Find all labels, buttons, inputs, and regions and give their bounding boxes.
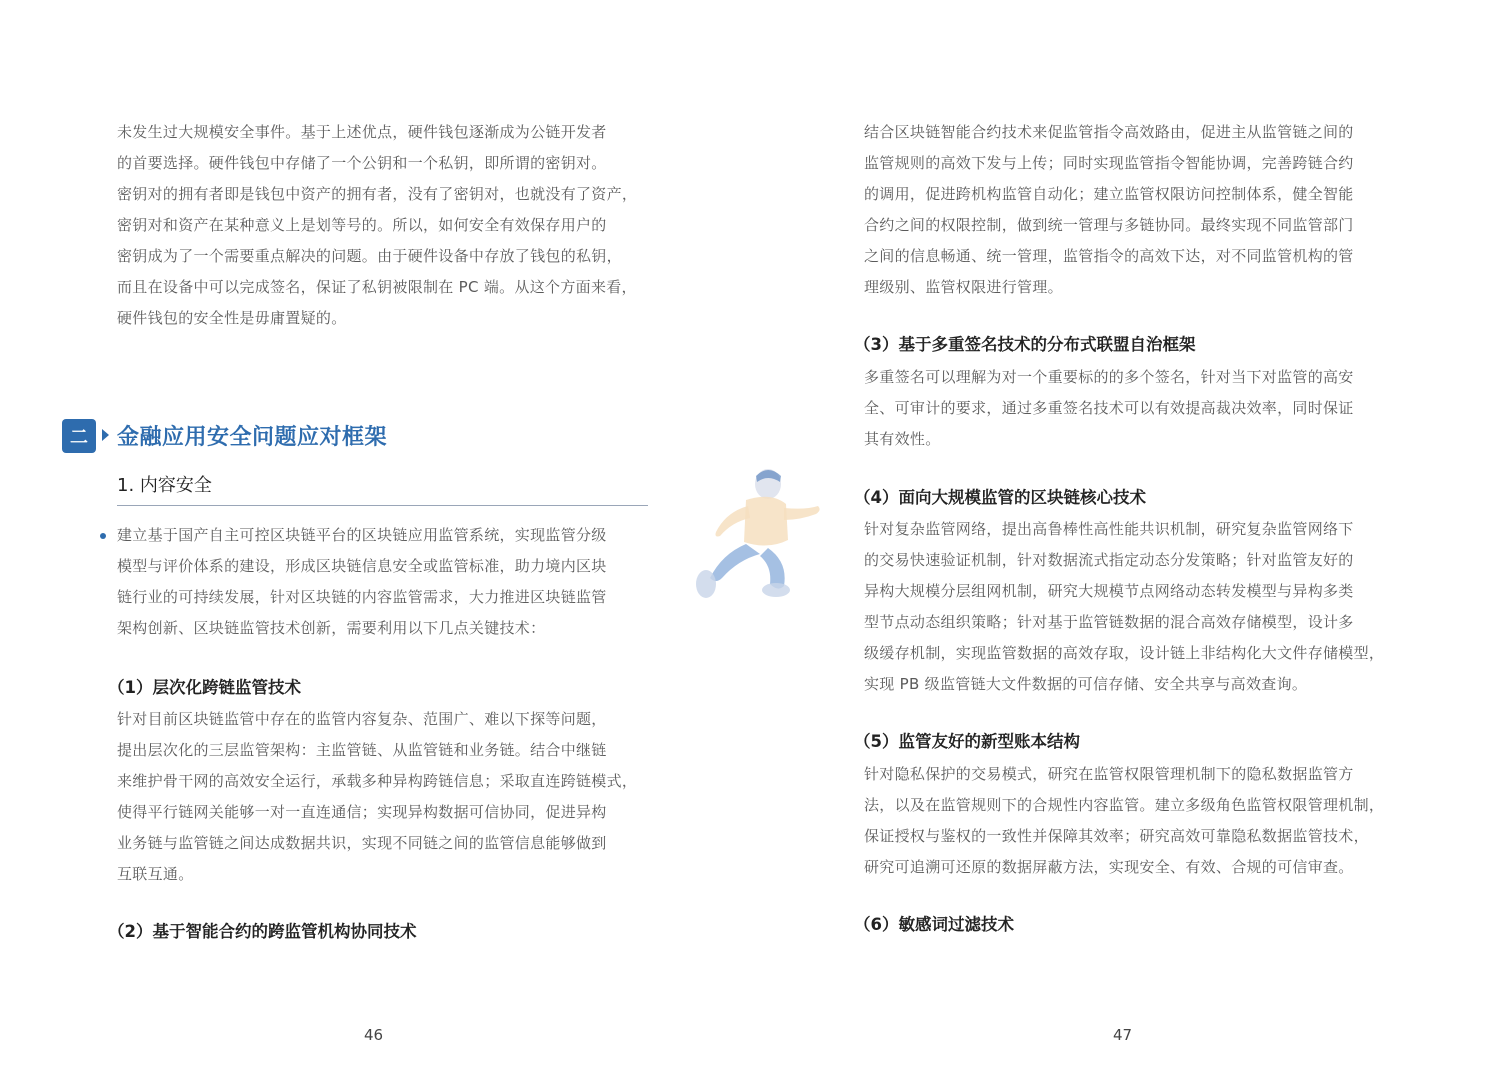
text-line: 来维护骨干网的高效安全运行，承载多种异构跨链信息；采取直连跨链模式， — [117, 772, 638, 790]
text-line: 使得平行链网关能够一对一直连通信；实现异构数据可信协同，促进异构 — [117, 803, 607, 821]
section-title: 金融应用安全问题应对框架 — [117, 425, 388, 450]
text-line: 针对目前区块链监管中存在的监管内容复杂、范围广、难以下探等问题， — [117, 710, 607, 728]
text-line: 全、可审计的要求，通过多重签名技术可以有效提高裁决效率，同时保证 — [864, 399, 1354, 417]
intro-paragraph — [117, 117, 648, 334]
text-line: 法，以及在监管规则下的合规性内容监管。建立多级角色监管权限管理机制， — [864, 796, 1385, 814]
text-line: 的首要选择。硬件钱包中存储了一个公钥和一个私钥，即所谓的密钥对。 — [117, 154, 607, 172]
text-line: 合约之间的权限控制，做到统一管理与多链协同。最终实现不同监管部门 — [864, 216, 1354, 234]
text-line: 针对隐私保护的交易模式，研究在监管权限管理机制下的隐私数据监管方 — [864, 765, 1354, 783]
text-line: 多重签名可以理解为对一个重要标的的多个签名，针对当下对监管的高安 — [864, 368, 1354, 386]
text-line: 研究可追溯可还原的数据屏蔽方法，实现安全、有效、合规的可信审查。 — [864, 858, 1354, 876]
text-line: 理级别、监管权限进行管理。 — [864, 278, 1063, 296]
text-line: 其有效性。 — [864, 430, 941, 448]
subsection-title: 1. 内容安全 — [117, 475, 212, 496]
section-number-badge: 二 — [62, 419, 96, 453]
text-line: 硬件钱包的安全性是毋庸置疑的。 — [117, 309, 347, 327]
text-line: 架构创新、区块链监管技术创新，需要利用以下几点关键技术： — [117, 619, 546, 637]
text-line: 业务链与监管链之间达成数据共识，实现不同链之间的监管信息能够做到 — [117, 834, 607, 852]
item-paragraph-5 — [864, 759, 1395, 883]
text-line: 而且在设备中可以完成签名，保证了私钥被限制在 PC 端。从这个方面来看， — [117, 278, 637, 296]
text-line: 互联互通。 — [117, 865, 194, 883]
text-line: 密钥对的拥有者即是钱包中资产的拥有者，没有了密钥对，也就没有了资产， — [117, 185, 638, 203]
text-line: 实现 PB 级监管链大文件数据的可信存储、安全共享与高效查询。 — [864, 675, 1308, 693]
text-line: 级缓存机制，实现监管数据的高效存取，设计链上非结构化大文件存储模型， — [864, 644, 1385, 662]
bullet-dot-icon — [100, 533, 106, 539]
page-number: 47 — [1113, 1026, 1133, 1044]
text-line: 监管规则的高效下发与上传；同时实现监管指令智能协调，完善跨链合约 — [864, 154, 1354, 172]
item-heading-1: （1）层次化跨链监管技术 — [108, 678, 301, 697]
text-line: 异构大规模分层组网机制，研究大规模节点网络动态转发模型与异构多类 — [864, 582, 1354, 600]
item-paragraph-4 — [864, 514, 1395, 700]
text-line: 密钥成为了一个需要重点解决的问题。由于硬件设备中存放了钱包的私钥， — [117, 247, 622, 265]
item-heading-4: （4）面向大规模监管的区块链核心技术 — [854, 488, 1146, 507]
item-heading-3: （3）基于多重签名技术的分布式联盟自治框架 — [854, 335, 1196, 354]
figure-shoe-left — [696, 570, 716, 598]
text-line: 型节点动态组织策略；针对基于监管链数据的混合高效存储模型，设计多 — [864, 613, 1354, 631]
text-line: 的交易快速验证机制，针对数据流式指定动态分发策略；针对监管友好的 — [864, 551, 1354, 569]
text-line: 针对复杂监管网络，提出高鲁棒性高性能共识机制，研究复杂监管网络下 — [864, 520, 1354, 538]
text-line: 提出层次化的三层监管架构：主监管链、从监管链和业务链。结合中继链 — [117, 741, 607, 759]
subsection-divider — [117, 505, 648, 506]
item-heading-6: （6）敏感词过滤技术 — [854, 915, 1014, 934]
page-number: 46 — [364, 1026, 384, 1044]
text-line: 保证授权与鉴权的一致性并保障其效率；研究高效可靠隐私数据监管技术， — [864, 827, 1369, 845]
right-page — [747, 0, 1495, 1080]
item-paragraph-1 — [117, 704, 648, 890]
text-line: 的调用，促进跨机构监管自动化；建立监管权限访问控制体系，健全智能 — [864, 185, 1354, 203]
left-page — [0, 0, 747, 1080]
item-heading-2: （2）基于智能合约的跨监管机构协同技术 — [108, 922, 417, 941]
text-line: 未发生过大规模安全事件。基于上述优点，硬件钱包逐渐成为公链开发者 — [117, 123, 607, 141]
bullet-paragraph — [117, 520, 648, 644]
text-line: 建立基于国产自主可控区块链平台的区块链应用监管系统，实现监管分级 — [117, 526, 607, 544]
text-line: 之间的信息畅通、统一管理，监管指令的高效下达，对不同监管机构的管 — [864, 247, 1354, 265]
text-line: 链行业的可持续发展，针对区块链的内容监管需求，大力推进区块链监管 — [117, 588, 607, 606]
intro-paragraph — [864, 117, 1395, 303]
text-line: 密钥对和资产在某种意义上是划等号的。所以，如何安全有效保存用户的 — [117, 216, 607, 234]
item-heading-5: （5）监管友好的新型账本结构 — [854, 732, 1080, 751]
section-arrow-icon — [102, 429, 109, 441]
text-line: 结合区块链智能合约技术来促监管指令高效路由，促进主从监管链之间的 — [864, 123, 1354, 141]
item-paragraph-3 — [864, 362, 1395, 455]
text-line: 模型与评价体系的建设，形成区块链信息安全或监管标准，助力境内区块 — [117, 557, 607, 575]
